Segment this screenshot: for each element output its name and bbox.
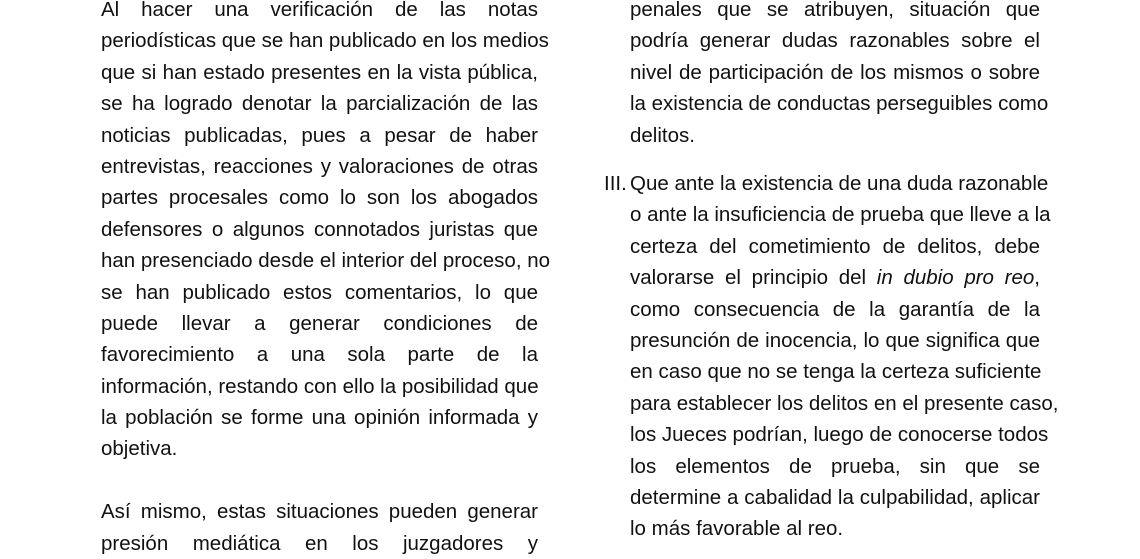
- list-numeral: III.: [604, 172, 627, 195]
- paragraph-spacer: [101, 465, 538, 496]
- text-line: información, restando con ello la posibilidad que: [101, 374, 539, 398]
- list-item-2-continuation: [630, 0, 1049, 151]
- text-line: los Jueces podrían, luego de conocerse todos: [630, 423, 1049, 447]
- text-line: penales que se atribuyen, situación que: [630, 0, 1040, 21]
- paragraph-media-verification: [101, 0, 551, 465]
- text-line-with-italic: [630, 262, 1040, 293]
- text-line: objetiva.: [101, 437, 178, 461]
- text-line: Que ante la existencia de una duda razonable: [630, 172, 1049, 195]
- text-line: entrevistas, reacciones y valoraciones de otras: [101, 154, 538, 178]
- text-line: defensores o algunos connotados juristas que: [101, 217, 538, 241]
- text-line: presunción de inocencia, lo que significa que: [630, 328, 1040, 352]
- text-line: para establecer los delitos en el presente caso,: [630, 391, 1059, 415]
- text-line: favorecimiento a una sola parte de la: [101, 343, 538, 367]
- text-line: podría generar dudas razonables sobre el: [630, 29, 1040, 53]
- paragraph-media-pressure: [101, 496, 538, 559]
- text-segment: ,: [1034, 266, 1040, 290]
- text-line: en caso que no se tenga la certeza suficiente: [630, 360, 1042, 384]
- text-line: nivel de participación de los mismos o sobre: [630, 60, 1040, 84]
- text-line: delitos.: [630, 123, 695, 147]
- list-item-3-text: [630, 168, 1059, 545]
- text-line: Así mismo, estas situaciones pueden generar: [101, 500, 538, 524]
- text-segment: valorarse el principio del: [630, 266, 877, 290]
- text-line: han presenciado desde el interior del proceso, no: [101, 249, 551, 273]
- text-line: noticias publicadas, pues a pesar de haber: [101, 123, 538, 147]
- text-line: la existencia de conductas perseguibles como: [630, 92, 1049, 116]
- text-line: presión mediática en los juzgadores y: [101, 531, 538, 555]
- text-line: lo más favorable al reo.: [630, 517, 844, 541]
- text-line: los elementos de prueba, sin que se: [630, 454, 1040, 478]
- left-column: [101, 0, 551, 559]
- text-line: puede llevar a generar condiciones de: [101, 311, 538, 335]
- text-line: la población se forme una opinión informada y: [101, 406, 538, 430]
- text-line: determine a cabalidad la culpabilidad, aplicar: [630, 485, 1040, 509]
- latin-phrase: in dubio pro reo: [876, 266, 1035, 290]
- text-line: se ha logrado denotar la parcialización de las: [101, 92, 538, 116]
- text-line: periodísticas que se han publicado en los medios: [101, 29, 549, 53]
- text-line: partes procesales como lo son los abogados: [101, 186, 538, 210]
- text-line: se han publicado estos comentarios, lo que: [101, 280, 538, 304]
- text-line: como consecuencia de la garantía de la: [630, 297, 1040, 321]
- text-line: Al hacer una verificación de las notas: [101, 0, 538, 21]
- text-line: que si han estado presentes en la vista pública,: [101, 60, 538, 84]
- text-line: certeza del cometimiento de delitos, debe: [630, 234, 1040, 258]
- text-line: o ante la insuficiencia de prueba que lleve a la: [630, 203, 1051, 227]
